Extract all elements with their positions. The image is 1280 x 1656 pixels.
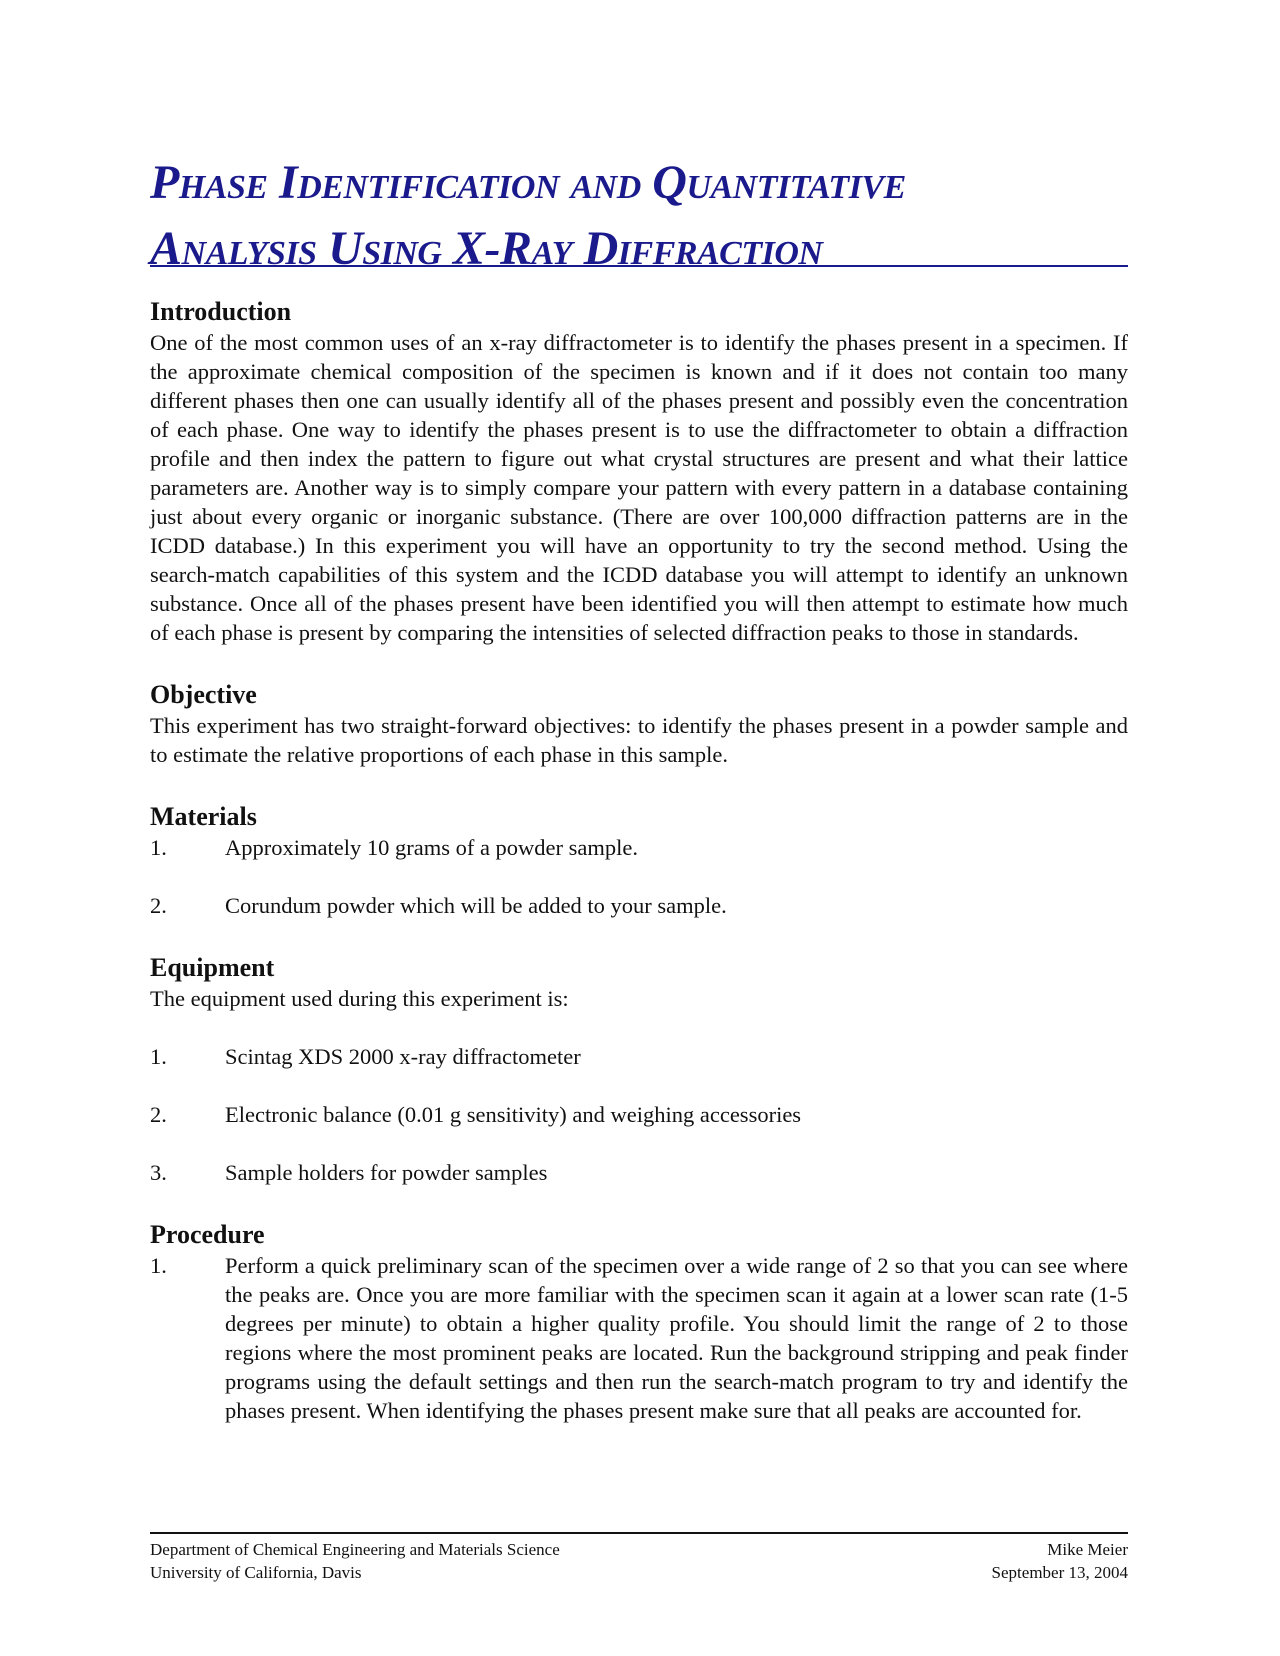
list-item [150,1042,1128,1071]
list-text: Scintag XDS 2000 x-ray diffractometer [225,1044,581,1069]
list-item [150,833,1128,862]
list-number: 1. [150,1253,167,1278]
footer-date: September 13, 2004 [991,1563,1128,1582]
footer-row [150,1538,1128,1561]
list-text: Perform a quick preliminary scan of the specimen over a wide range of 2 so that you can see where the peaks are. Once you are more familiar with the specimen scan it again at a lower scan rate (1-5 degrees per minute) to obtain a higher quality profile. You should limit the range of 2 to those regions where the most prominent peaks are located. Run the background stripping and peak finder programs using the default settings and then run the search-match program to try and identify the phases present. When identifying the phases present make sure that all peaks are accounted for. [225,1253,1128,1423]
document-body [150,296,1128,1457]
list-text: Sample holders for powder samples [225,1160,548,1185]
footer-author: Mike Meier [1047,1540,1128,1559]
list-number: 1. [150,835,167,860]
equipment-heading: Equipment [150,953,275,982]
title-line-2: Analysis Using X-Ray Diffraction [150,222,823,275]
list-number: 2. [150,893,167,918]
introduction-body: One of the most common uses of an x-ray diffractometer is to identify the phases present in a specimen. If the approximate chemical composition of the specimen is known and if it does not contain too many different phases then one can usually identify all of the phases present and possibly even the concentration of each phase. One way to identify the phases present is to use the diffractometer to obtain a diffraction profile and then index the pattern to figure out what crystal structures are present and what their lattice parameters are. Another way is to simply compare your pattern with every pattern in a database containing just about every organic or inorganic substance. (There are over 100,000 diffraction patterns are in the ICDD database.) In this experiment you will have an opportunity to try the second method. Using the search-match capabilities of this system and the ICDD database you will attempt to identify an unknown substance. Once all of the phases present have been identified you will then attempt to estimate how much of each phase is present by comparing the intensities of selected diffraction peaks to those in standards. [150,330,1128,645]
objective-body: This experiment has two straight-forward objectives: to identify the phases present in a powder sample and to estimate the relative proportions of each phase in this sample. [150,713,1128,767]
procedure-section [150,1219,1128,1425]
objective-heading: Objective [150,680,257,709]
list-number: 2. [150,1102,167,1127]
document-title [150,150,1128,282]
spacer [150,1013,1128,1042]
equipment-section [150,952,1128,1187]
objective-section [150,679,1128,769]
materials-heading: Materials [150,802,257,831]
list-number: 1. [150,1044,167,1069]
footer-row [150,1561,1128,1584]
title-rule [150,265,1128,267]
page-footer [150,1532,1128,1584]
list-item [150,1100,1128,1129]
procedure-heading: Procedure [150,1220,265,1249]
list-text: Corundum powder which will be added to your sample. [225,893,727,918]
footer-university: University of California, Davis [150,1563,362,1582]
equipment-intro: The equipment used during this experiment is: [150,986,569,1011]
introduction-heading: Introduction [150,297,292,326]
list-item [150,1158,1128,1187]
list-text: Approximately 10 grams of a powder sample. [225,835,639,860]
title-line-1: Phase Identification and Quantitative [150,156,906,209]
list-item [150,891,1128,920]
materials-section [150,801,1128,920]
document-page [150,0,1128,1656]
list-item [150,1251,1128,1425]
list-text: Electronic balance (0.01 g sensitivity) and weighing accessories [225,1102,802,1127]
introduction-section [150,296,1128,647]
footer-department: Department of Chemical Engineering and Materials Science [150,1540,560,1559]
list-number: 3. [150,1160,167,1185]
